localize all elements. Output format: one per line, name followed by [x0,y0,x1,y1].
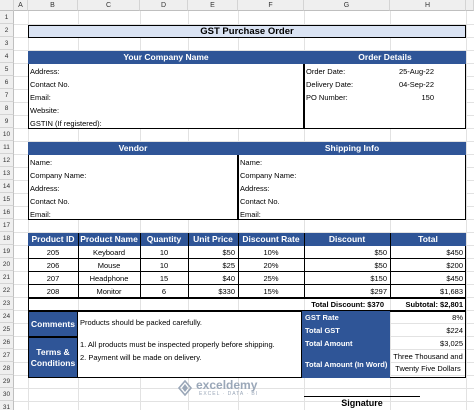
table-cell[interactable]: $50 [222,248,235,257]
row-header-22[interactable]: 22 [0,284,14,297]
shipping-contact-label: Contact No. [240,197,280,206]
table-cell[interactable]: Mouse [97,261,121,270]
column-divider [304,233,305,298]
company-gstin-label: GSTIN (If registered): [30,119,102,128]
column-divider [188,233,189,298]
row-header-2[interactable]: 2 [0,24,14,37]
row-header-29[interactable]: 29 [0,375,14,388]
column-header-h[interactable]: H [390,0,466,11]
items-header-1: Product Name [78,233,140,246]
row-header-20[interactable]: 20 [0,258,14,271]
items-header-4: Discount Rate [238,233,304,246]
shipping-address-label: Address: [240,184,270,193]
row-header-8[interactable]: 8 [0,102,14,115]
row-header-16[interactable]: 16 [0,206,14,219]
row-header-30[interactable]: 30 [0,388,14,401]
row-header-18[interactable]: 18 [0,232,14,245]
table-cell[interactable]: 10% [263,248,279,257]
signature-line [304,396,420,397]
gst-rate-value[interactable]: 8% [452,313,463,322]
vendor-company-label: Company Name: [30,171,87,180]
total-amount-value[interactable]: $3,025 [440,339,463,348]
company-email-label: Email: [30,93,51,102]
vendor-address-label: Address: [30,184,60,193]
vendor-header: Vendor [28,142,238,155]
column-divider [238,233,239,298]
table-cell[interactable]: $1,683 [440,287,463,296]
row-header-7[interactable]: 7 [0,89,14,102]
table-cell[interactable]: $330 [218,287,235,296]
row-header-28[interactable]: 28 [0,362,14,375]
row-header-24[interactable]: 24 [0,310,14,323]
shipping-company-label: Company Name: [240,171,297,180]
table-cell[interactable]: 208 [46,287,60,296]
terms-line-1[interactable]: 1. All products must be inspected properly before shipping. [80,340,275,349]
vendor-contact-label: Contact No. [30,197,70,206]
items-header-6: Total [390,233,466,246]
table-cell[interactable]: 206 [46,261,60,270]
shipping-header: Shipping Info [238,142,466,155]
company-header: Your Company Name [28,51,304,64]
comments-text[interactable]: Products should be packed carefully. [80,318,203,327]
table-cell[interactable]: $450 [446,248,463,257]
table-cell[interactable]: $200 [446,261,463,270]
table-cell[interactable]: 6 [161,287,167,296]
exceldemy-logo-icon [177,380,193,396]
row-header-9[interactable]: 9 [0,115,14,128]
column-divider [140,233,141,298]
total-amount-label: Total Amount [302,337,390,350]
vendor-email-label: Email: [30,210,51,219]
table-cell[interactable]: Headphone [89,274,129,283]
shipping-name-label: Name: [240,158,263,167]
column-header-a[interactable]: A [14,0,28,11]
column-divider [78,233,79,298]
row-header-12[interactable]: 12 [0,154,14,167]
column-divider [390,233,391,298]
row-header-5[interactable]: 5 [0,63,14,76]
row-header-15[interactable]: 15 [0,193,14,206]
column-header-f[interactable]: F [238,0,304,11]
column-header-g[interactable]: G [304,0,390,11]
table-cell[interactable]: 20% [263,261,279,270]
row-header-25[interactable]: 25 [0,323,14,336]
row-header-11[interactable]: 11 [0,141,14,154]
company-address-label: Address: [30,67,60,76]
row-header-23[interactable]: 23 [0,297,14,310]
row-header-3[interactable]: 3 [0,37,14,50]
table-cell[interactable]: $297 [370,287,387,296]
delivery-date-label: Delivery Date: [306,80,354,89]
shipping-email-label: Email: [240,210,261,219]
watermark-brand: exceldemy [196,378,258,392]
table-cell[interactable]: 15 [159,274,169,283]
order-date-label: Order Date: [306,67,346,76]
order-date-value[interactable]: 25-Aug-22 [398,67,434,76]
column-header-b[interactable]: B [28,0,78,11]
column-header-e[interactable]: E [188,0,238,11]
table-cell[interactable]: 25% [263,274,279,283]
table-cell[interactable]: 10 [159,248,169,257]
table-cell[interactable]: 205 [46,248,60,257]
terms-line-2[interactable]: 2. Payment will be made on delivery. [80,353,202,362]
items-header-2: Quantity [140,233,188,246]
row-header-31[interactable]: 31 [0,401,14,410]
row-header-19[interactable]: 19 [0,245,14,258]
column-header-overflow [466,0,474,11]
table-cell[interactable]: $25 [222,261,235,270]
po-number-value[interactable]: 150 [421,93,434,102]
row-header-14[interactable]: 14 [0,180,14,193]
watermark-tagline: EXCEL · DATA · BI [199,391,259,397]
select-all-corner[interactable] [0,0,14,11]
table-cell[interactable]: $150 [370,274,387,283]
order-details-header: Order Details [304,51,466,64]
items-header-5: Discount [304,233,390,246]
amount-in-words-value[interactable]: Three Thousand and Twenty Five Dollars [393,352,463,373]
table-cell[interactable]: Monitor [96,287,122,296]
gst-rate-label: GST Rate [302,311,390,324]
items-header-0: Product ID [28,233,78,246]
table-cell[interactable]: $40 [222,274,235,283]
company-contact-label: Contact No. [30,80,70,89]
table-cell[interactable]: $450 [446,274,463,283]
row-header-21[interactable]: 21 [0,271,14,284]
row-header-13[interactable]: 13 [0,167,14,180]
table-cell[interactable]: 10 [159,261,169,270]
total-discount[interactable]: Total Discount: $370 [311,300,384,309]
company-website-label: Website: [30,106,60,115]
row-header-17[interactable]: 17 [0,219,14,232]
page-title: GST Purchase Order [200,26,294,37]
signature-label: Signature [341,398,383,408]
total-gst-value[interactable]: $224 [446,326,463,335]
comments-label: Comments [28,311,78,337]
table-cell[interactable]: $50 [374,248,387,257]
subtotal[interactable]: Subtotal: $2,801 [405,300,463,309]
table-cell[interactable]: $50 [374,261,387,270]
po-number-label: PO Number: [306,93,348,102]
row-header-26[interactable]: 26 [0,336,14,349]
column-header-c[interactable]: C [78,0,140,11]
vendor-name-label: Name: [30,158,53,167]
delivery-date-value[interactable]: 04-Sep-22 [398,80,434,89]
row-header-1[interactable]: 1 [0,11,14,24]
row-header-27[interactable]: 27 [0,349,14,362]
items-header-3: Unit Price [188,233,238,246]
terms-label: Terms & Conditions [28,337,78,378]
amount-in-words-label: Total Amount (In Word) [302,350,390,378]
row-header-6[interactable]: 6 [0,76,14,89]
total-gst-label: Total GST [302,324,390,337]
row-header-4[interactable]: 4 [0,50,14,63]
row-header-10[interactable]: 10 [0,128,14,141]
table-cell[interactable]: 15% [263,287,279,296]
table-cell[interactable]: Keyboard [92,248,126,257]
table-cell[interactable]: 207 [46,274,60,283]
column-header-d[interactable]: D [140,0,188,11]
exceldemy-watermark [177,378,289,400]
